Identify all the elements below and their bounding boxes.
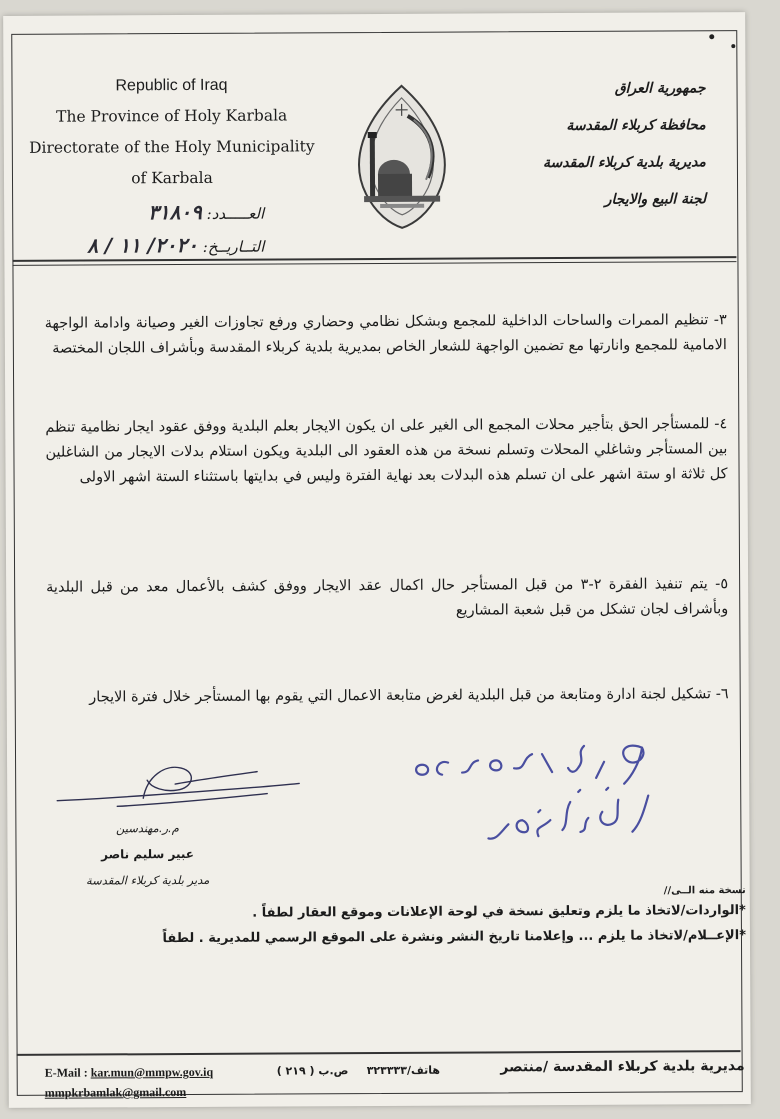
- country-en: Republic of Iraq: [115, 76, 228, 95]
- province-ar: محافظة كربلاء المقدسة: [566, 117, 706, 135]
- footer-department: مديرية بلدية كربلاء المقدسة /منتصر: [500, 1058, 745, 1076]
- clause-text: ٤- للمستأجر الحق بتأجير محلات المجمع الى الغير على ان يكون الايجار بعلم البلدية ووفق عقود ايجار نظامية تنظم بين المستأجر وشاغلي المحلات وتسلم نسخة من هذه العقود الى البلدية ويكون استلام بدلات الايجار من الشاغلين كل ثلاثة او ستة اشهر على ان تسلم هذه البدلات بعد نهاية الفترة وليس في بدايتها باستثناء الستة اشهر الاولى: [45, 416, 728, 486]
- copy-line: *الإعــلام/لاتخاذ ما يلزم ... وإعلامنا تاريخ النشر ونشرة على الموقع الرسمي للمديرية . لطفاً: [162, 928, 747, 947]
- reference-number-value: ٣١٨٠٩: [148, 199, 202, 225]
- email-link[interactable]: kar.mun@mmpw.gov.iq: [90, 1064, 214, 1080]
- arabic-letterhead: [475, 70, 706, 219]
- clause-5: [46, 572, 728, 626]
- reference-date-value: ٢٠٢٠/ ١١ / ٨: [87, 232, 199, 258]
- copy-line: *الواردات/لاتخاذ ما يلزم وتعليق نسخة في لوحة الإعلانات وموقع العقار لطفاً .: [252, 903, 746, 921]
- clause-4: [45, 412, 727, 491]
- footer: [45, 1056, 745, 1110]
- clause-text: ٥- يتم تنفيذ الفقرة ٢-٣ من قبل المستأجر حال اكمال عقد الايجار ووفق كشف بالأعمال معد من قبل البلدية وبأشراف لجان تشكل من قبل شعبة المشاريع: [46, 576, 729, 619]
- reference-date-label: التــاريــخ:: [202, 237, 265, 256]
- province-en: The Province of Holy Karbala: [56, 106, 288, 126]
- city-en: of Karbala: [131, 168, 213, 188]
- corner-dot: [709, 34, 714, 39]
- clause-6: [47, 682, 729, 711]
- corner-dot: [731, 44, 735, 48]
- english-letterhead: [21, 69, 322, 195]
- signature: [47, 759, 317, 820]
- clause-text: ٣- تنظيم الممرات والساحات الداخلية للمجمع وبشكل نظامي وحضاري ورفع تجاوزات الغير وصيانة وادامة الواجهة الامامية للمجمع وانارتها مع تضمين الواجهة للشعار الخاص بمديرية بلدية كربلاء المقدسة وبأشراف اللجان المختصة: [44, 312, 727, 357]
- municipality-logo: [341, 82, 462, 233]
- footer-pobox: ص.ب ( ٢١٩ ): [276, 1064, 349, 1078]
- footer-email: [45, 1065, 213, 1081]
- footer-phone: هاتف/٣٢٣٣٣٣: [366, 1063, 441, 1078]
- clause-3: [45, 308, 727, 362]
- signatory-title: م.ر.مهندسين: [115, 821, 179, 836]
- directorate-en: Directorate of the Holy Municipality: [29, 137, 315, 157]
- email-label: E-Mail :: [44, 1065, 88, 1080]
- signatory-name: عبير سليم ناصر: [101, 846, 195, 862]
- committee-ar: لجنة البيع والايجار: [604, 191, 707, 208]
- document-page: [3, 12, 751, 1108]
- signatory-position: مدير بلدية كربلاء المقدسة: [85, 872, 210, 888]
- reference-number-label: العـــــدد:: [206, 204, 265, 223]
- handwritten-annotation: [392, 727, 673, 853]
- reference-number-line: [34, 200, 264, 225]
- clause-text: ٦- تشكيل لجنة ادارة ومتابعة من قبل البلدية لغرض متابعة الاعمال التي يقوم بها المستأجر خلال فترة الايجار: [89, 686, 729, 706]
- footer-email-secondary-link[interactable]: mmpkrbamlak@gmail.com: [44, 1085, 187, 1100]
- reference-date-line: [30, 233, 264, 258]
- copies-heading: نسخة منه الــى//: [663, 885, 746, 897]
- signatory-block: [47, 815, 247, 894]
- country-ar: جمهورية العراق: [614, 80, 706, 97]
- directorate-ar: مديرية بلدية كربلاء المقدسة: [542, 154, 706, 172]
- copies-to: [48, 884, 746, 952]
